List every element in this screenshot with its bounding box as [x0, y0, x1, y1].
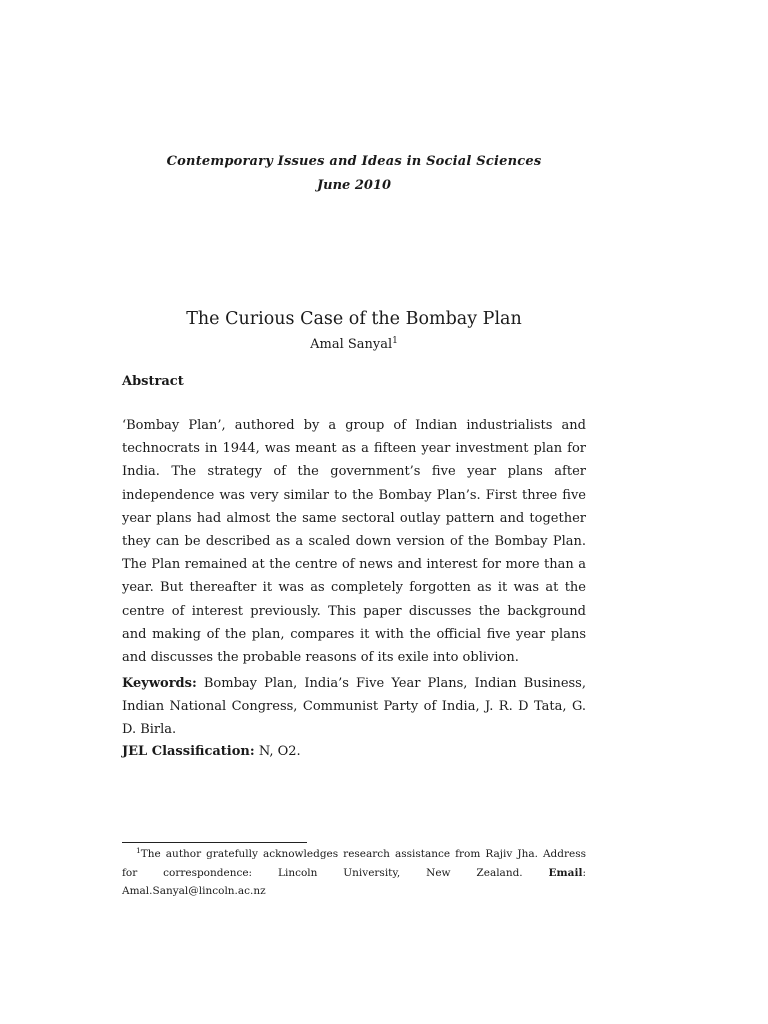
footnote-email-value: : Amal.Sanyal@lincoln.ac.nz [122, 866, 586, 897]
keywords-text: Bombay Plan, India’s Five Year Plans, Indian Business, Indian National Congress, Communist Party of India, J. R. D Tata, G. D. Birla. [122, 676, 586, 738]
paper-title: The Curious Case of the Bombay Plan [186, 309, 522, 329]
keywords-label: Keywords: [122, 676, 197, 691]
abstract-heading: Abstract [122, 374, 184, 389]
jel-text: N, O2. [258, 744, 301, 759]
jel-classification [122, 744, 301, 759]
footnote-email-label: Email [548, 866, 583, 879]
footnote-text: The author gratefully acknowledges research assistance from Rajiv Jha. Address for correspondence: Lincoln University, New Zealand. [122, 848, 586, 879]
author-line [0, 337, 708, 352]
footnote [122, 845, 586, 901]
author-name: Amal Sanyal [310, 337, 393, 352]
author-footnote-mark: 1 [392, 336, 398, 346]
keywords [122, 672, 586, 742]
jel-label: JEL Classification: [122, 744, 255, 759]
journal-name: Contemporary Issues and Ideas in Social Sciences [166, 154, 542, 169]
journal-date: June 2010 [316, 178, 392, 193]
footnote-mark: 1 [136, 846, 141, 855]
footnote-rule [122, 842, 307, 843]
abstract-body: ‘Bombay Plan’, authored by a group of Indian industrialists and technocrats in 1944, was meant as a fifteen year investment plan for India. The strategy of the government’s five year plans after independence was very similar to the Bombay Plan’s. First three five year plans had almost the same sectoral outlay pattern and together they can be described as a scaled down version of the Bombay Plan. The Plan remained at the centre of news and interest for more than a year. But thereafter it was as completely forgotten as it was at the centre of interest previously. This paper discusses the background and making of the plan, compares it with the official five year plans and discusses the probable reasons of its exile into oblivion. [122, 418, 586, 666]
